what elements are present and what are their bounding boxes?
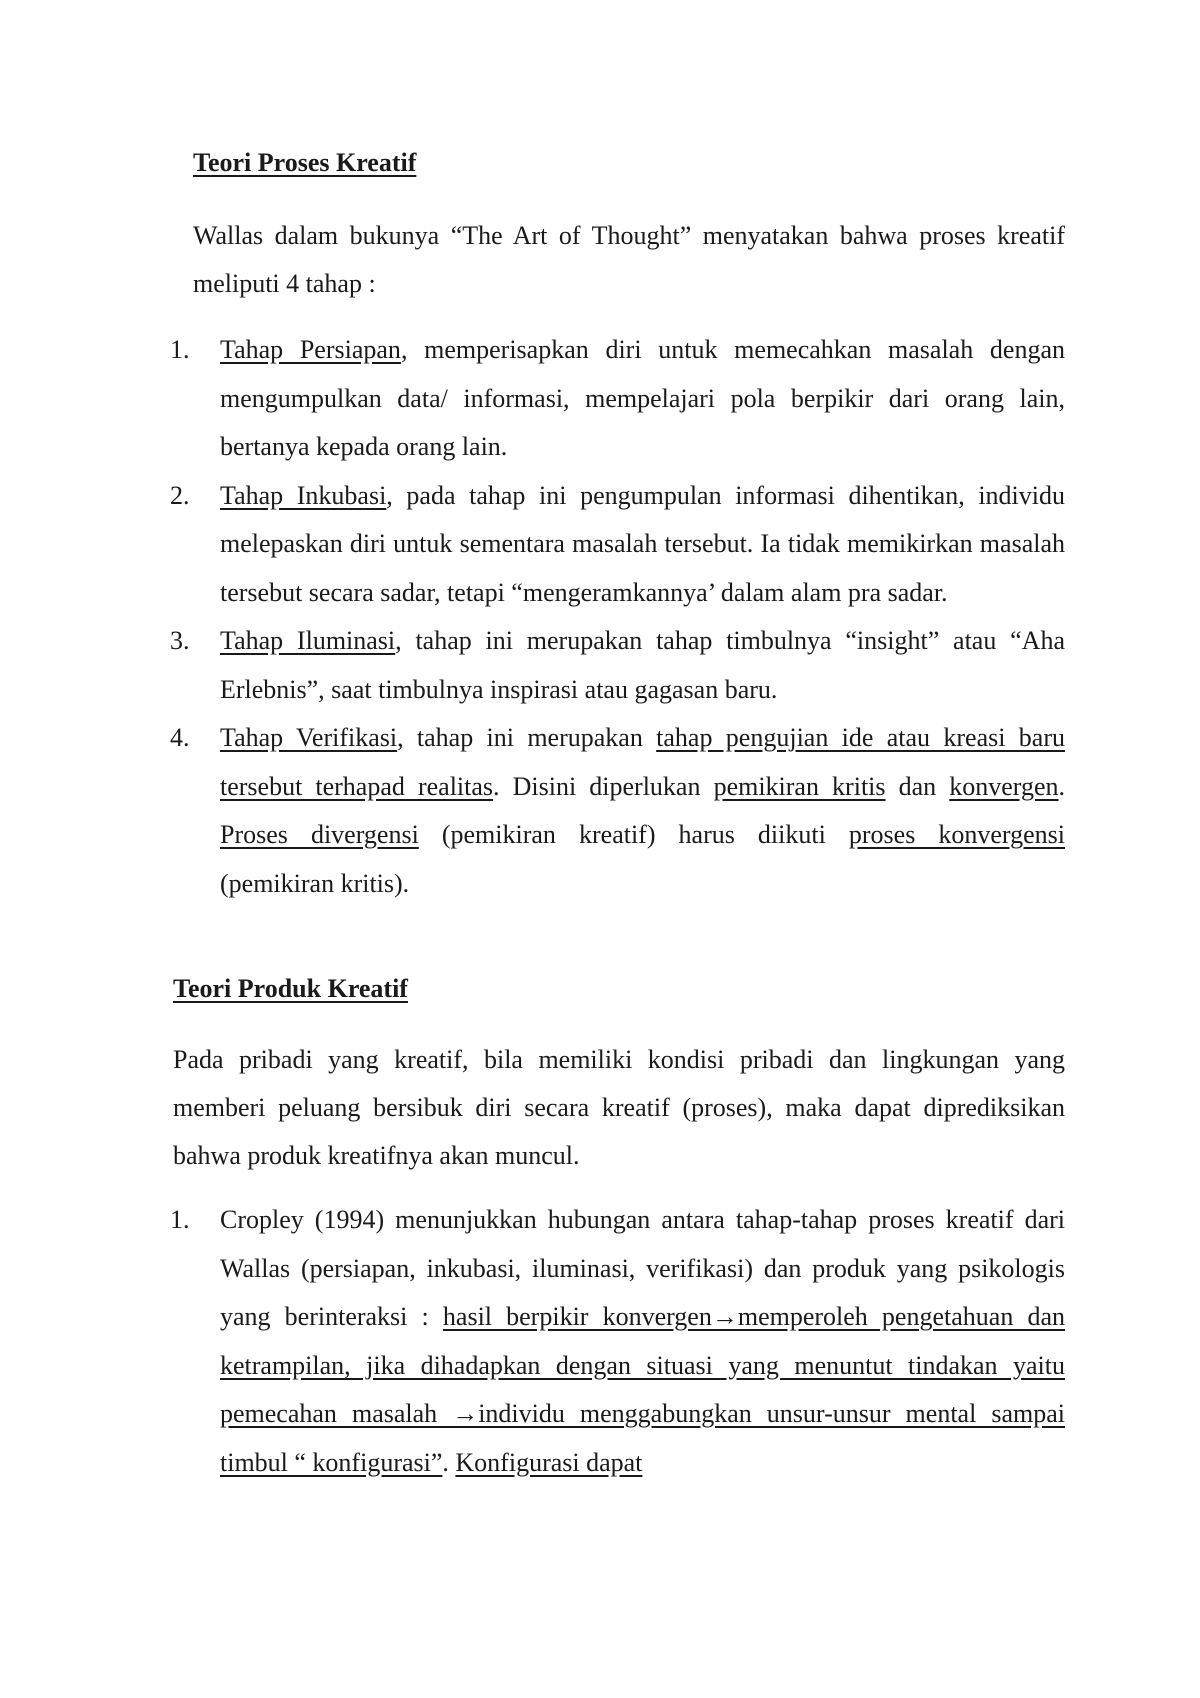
list-item	[170, 617, 1065, 714]
stage-text: . Disini diperlukan	[493, 771, 714, 801]
section-title-proses: Teori Proses Kreatif	[193, 148, 417, 177]
list-item	[170, 472, 1065, 618]
underlined-phrase: tahap pengujian ide atau kreasi baru tersebut terhapad realitas	[220, 723, 1065, 801]
underlined-phrase: hasil berpikir konvergen→memperoleh pengetahuan dan ketrampilan, jika dihadapkan dengan situasi yang menuntut tindakan yaitu pemecahan masalah →individu menggabungkan unsur-unsur mental sampai timbul “ konfigurasi”	[220, 1302, 1065, 1477]
section-title-produk: Teori Produk Kreatif	[173, 974, 408, 1003]
stage-text: , tahap ini merupakan	[397, 723, 657, 752]
underlined-phrase: proses konvergensi	[848, 820, 1065, 849]
list-item	[170, 1196, 1065, 1487]
item-text: Cropley (1994) menunjukkan hubungan antara tahap-tahap proses kreatif dari Wallas (persiapan, inkubasi, iluminasi, verifikasi) dan produk yang psikologis yang berinteraksi :	[220, 1205, 1065, 1331]
list-number: 2.	[170, 480, 190, 510]
stages-list	[170, 326, 1065, 908]
list-number: 4.	[170, 723, 190, 752]
intro-paragraph-proses: Wallas dalam bukunya “The Art of Thought” menyatakan bahwa proses kreatif meliputi 4 tahap :	[193, 221, 1065, 298]
underlined-phrase: Konfigurasi dapat	[455, 1447, 643, 1477]
stage-text: , memperisapkan diri untuk memecahkan masalah dengan mengumpulkan data/ informasi, mempelajari pola berpikir dari orang lain, bertanya kepada orang lain.	[220, 335, 1065, 461]
stage-text: .	[1058, 771, 1066, 801]
stage-text: (pemikiran kreatif) harus diikuti	[418, 820, 849, 849]
stage-term: Tahap Iluminasi	[220, 626, 396, 655]
underlined-phrase: Proses divergensi	[220, 820, 419, 849]
underlined-phrase: pemikiran kritis	[713, 771, 886, 801]
item-text: .	[442, 1447, 456, 1477]
stage-term: Tahap Verifikasi	[220, 723, 398, 752]
list-number: 1.	[170, 335, 190, 364]
stage-text: , pada tahap ini pengumpulan informasi dihentikan, individu melepaskan diri untuk sementara masalah tersebut. Ia tidak memikirkan masalah tersebut secara sadar, tetapi “mengeramkannya’ dalam alam pra sadar.	[220, 480, 1065, 607]
list-item	[170, 326, 1065, 472]
product-list	[170, 1196, 1065, 1487]
stage-text: dan	[885, 771, 950, 801]
stage-term: Tahap Persiapan	[220, 335, 401, 364]
list-item	[170, 714, 1065, 908]
stage-term: Tahap Inkubasi	[220, 480, 387, 510]
stage-text: , tahap ini merupakan tahap timbulnya “insight” atau “Aha Erlebnis”, saat timbulnya inspirasi atau gagasan baru.	[220, 626, 1065, 704]
list-number: 3.	[170, 626, 190, 655]
list-number: 1.	[170, 1205, 190, 1234]
stage-text: (pemikiran kritis).	[220, 868, 410, 898]
underlined-phrase: konvergen	[949, 771, 1059, 801]
intro-paragraph-produk: Pada pribadi yang kreatif, bila memiliki kondisi pribadi dan lingkungan yang memberi peluang bersibuk diri secara kreatif (proses), maka dapat diprediksikan bahwa produk kreatifnya akan muncul.	[173, 1045, 1065, 1170]
